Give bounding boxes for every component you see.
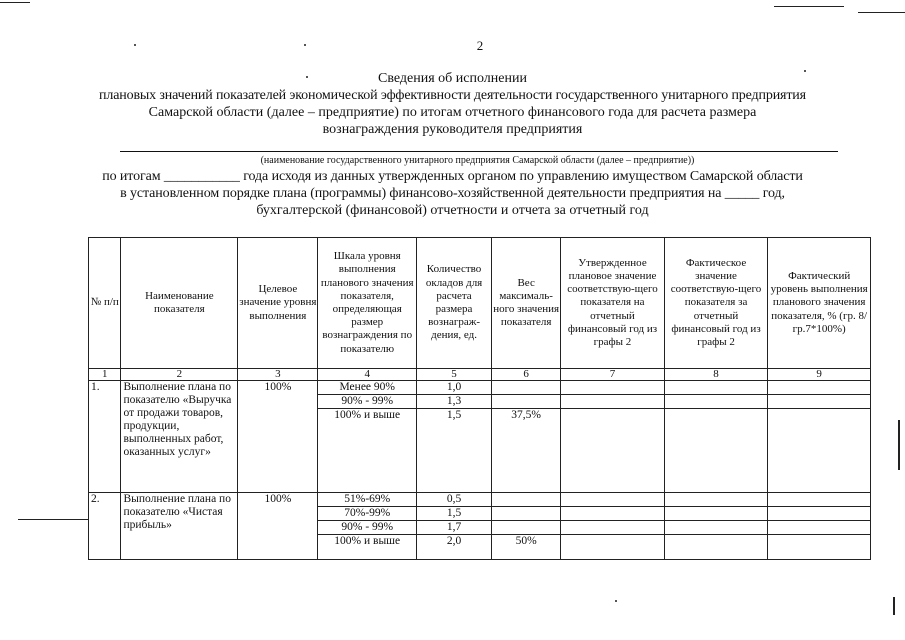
column-number: 5 [416, 369, 491, 381]
planned-value-cell [561, 381, 665, 395]
weight-value: 50% [492, 535, 561, 560]
planned-value-cell [561, 493, 665, 507]
scan-speck [615, 600, 617, 602]
actual-value-cell [664, 493, 768, 507]
column-number: 4 [318, 369, 417, 381]
salary-count: 1,7 [416, 521, 491, 535]
actual-level-cell [768, 395, 871, 409]
actual-value-cell [664, 381, 768, 395]
header-planned-value: Утвержденное плановое значение соответствую-щего показателя на отчетный финансовый год из графы 2 [561, 238, 665, 369]
scan-artifact-right-edge-2 [893, 597, 895, 615]
weight-value: 37,5% [492, 409, 561, 493]
table-row [89, 493, 871, 507]
scan-artifact-left-mid [18, 519, 88, 520]
salary-count: 2,0 [416, 535, 491, 560]
actual-level-cell [768, 493, 871, 507]
scale-range: 70%-99% [318, 507, 417, 521]
column-number: 1 [89, 369, 121, 381]
document-subtitle-line-1: плановых значений показателей экономической эффективности деятельности государственного унитарного предприятия [99, 88, 806, 103]
weight-cell [492, 493, 561, 507]
weight-cell [492, 521, 561, 535]
scale-range: 90% - 99% [318, 395, 417, 409]
actual-level-cell [768, 507, 871, 521]
planned-value-cell [561, 535, 665, 560]
planned-value-cell [561, 395, 665, 409]
row-number: 2. [89, 493, 121, 560]
weight-cell [492, 507, 561, 521]
target-value: 100% [238, 381, 318, 493]
indicator-name: Выполнение плана по показателю «Чистая прибыль» [121, 493, 238, 560]
salary-count: 0,5 [416, 493, 491, 507]
indicator-name: Выполнение плана по показателю «Выручка от продажи товаров, продукции, выполненных работ, оказанных услуг» [121, 381, 238, 493]
scan-artifact-top-right [774, 6, 844, 7]
basis-paragraph-line-3: бухгалтерской (финансовой) отчетности и отчета за отчетный год [256, 203, 649, 218]
table-header-row [89, 238, 871, 369]
column-number: 9 [768, 369, 871, 381]
actual-value-cell [664, 507, 768, 521]
actual-value-cell [664, 535, 768, 560]
row-number: 1. [89, 381, 121, 493]
scan-artifact-top-left [0, 2, 30, 3]
actual-value-cell [664, 395, 768, 409]
column-number: 2 [121, 369, 238, 381]
column-number: 6 [492, 369, 561, 381]
salary-count: 1,3 [416, 395, 491, 409]
planned-value-cell [561, 507, 665, 521]
indicators-table [88, 237, 871, 560]
header-target-value: Целевое значение уровня выполнения [238, 238, 318, 369]
header-actual-value: Фактическое значение соответствую-щего показателя за отчетный финансовый год из графы 2 [664, 238, 768, 369]
page-number: 2 [476, 38, 484, 53]
actual-level-cell [768, 535, 871, 560]
enterprise-name-caption: (наименование государственного унитарного предприятия Самарской области (далее – предприятие)) [260, 155, 695, 166]
document-title: Сведения об исполнении [378, 71, 527, 86]
planned-value-cell [561, 409, 665, 493]
scale-range: 51%-69% [318, 493, 417, 507]
document-subtitle-line-2: Самарской области (далее – предприятие) по итогам отчетного финансового года для расчета размера [148, 105, 757, 120]
column-number: 3 [238, 369, 318, 381]
column-numbers-row [89, 369, 871, 381]
salary-count: 1,0 [416, 381, 491, 395]
column-number: 8 [664, 369, 768, 381]
header-number: № п/п [89, 238, 121, 369]
weight-cell [492, 395, 561, 409]
scan-speck [304, 44, 306, 46]
salary-count: 1,5 [416, 507, 491, 521]
header-salary-count: Количество окладов для расчета размера вознаграж-дения, ед. [416, 238, 491, 369]
scan-artifact-top-right-2 [858, 12, 905, 13]
basis-paragraph-line-1: по итогам ___________ года исходя из данных утвержденных органом по управлению имуществом Самарской области [102, 169, 803, 184]
target-value: 100% [238, 493, 318, 560]
scan-artifact-right-edge [898, 420, 900, 470]
scale-range: 90% - 99% [318, 521, 417, 535]
scale-range: Менее 90% [318, 381, 417, 395]
weight-cell [492, 381, 561, 395]
planned-value-cell [561, 521, 665, 535]
document-subtitle-line-3: вознаграждения руководителя предприятия [322, 122, 583, 137]
basis-paragraph-line-2: в установленном порядке плана (программы) финансово-хозяйственной деятельности предприятия на _____ год, [120, 186, 785, 201]
scan-speck [134, 44, 136, 46]
header-max-weight: Вес максималь-ного значения показателя [492, 238, 561, 369]
actual-level-cell [768, 521, 871, 535]
scale-range: 100% и выше [318, 409, 417, 493]
salary-count: 1,5 [416, 409, 491, 493]
header-actual-level: Фактический уровень выполнения планового значения показателя, % (гр. 8/гр.7*100%) [768, 238, 871, 369]
scale-range: 100% и выше [318, 535, 417, 560]
actual-level-cell [768, 409, 871, 493]
table-row [89, 381, 871, 395]
actual-value-cell [664, 409, 768, 493]
enterprise-name-fill-line [120, 151, 838, 152]
actual-level-cell [768, 381, 871, 395]
column-number: 7 [561, 369, 665, 381]
header-indicator-name: Наименование показателя [121, 238, 238, 369]
header-scale: Шкала уровня выполнения планового значения показателя, определяющая размер вознаграждения по показателю [318, 238, 417, 369]
actual-value-cell [664, 521, 768, 535]
